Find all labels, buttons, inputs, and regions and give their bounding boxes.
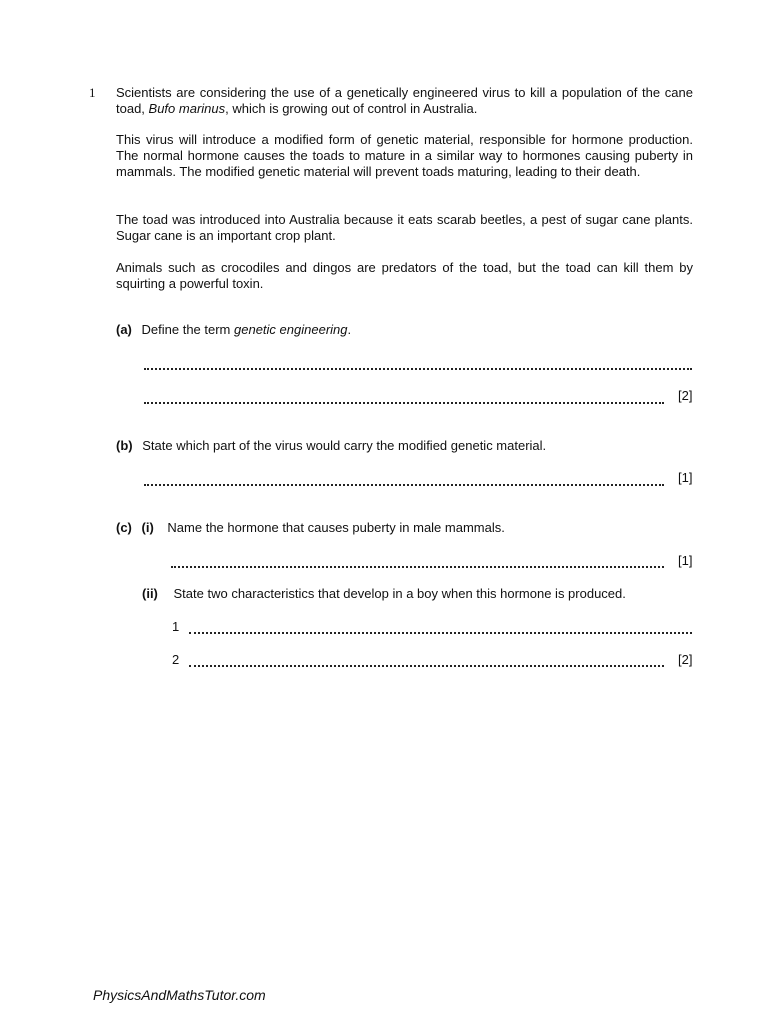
- intro-paragraph-1-start: Scientists are considering the use of a genetically engineered virus to kill a population of the cane toad,: [116, 85, 693, 116]
- part-c-ii-answer-number-2: 2: [172, 652, 180, 667]
- part-a-text: Define the term: [141, 322, 235, 337]
- part-c-ii-answer-line-2[interactable]: [189, 665, 664, 667]
- part-a-answer-line-2[interactable]: [144, 402, 664, 404]
- part-c-i-question: [116, 520, 505, 536]
- question-number: 1: [89, 85, 96, 100]
- footer-source: PhysicsAndMathsTutor.com: [93, 987, 266, 1003]
- part-c-ii-text: State two characteristics that develop in a boy when this hormone is produced.: [173, 586, 626, 601]
- part-a-marks: [2]: [678, 388, 693, 403]
- part-c-i-text: Name the hormone that causes puberty in male mammals.: [167, 520, 505, 535]
- part-b-question: [116, 438, 546, 454]
- part-b-text: State which part of the virus would carry the modified genetic material.: [142, 438, 547, 453]
- intro-paragraph-3: The toad was introduced into Australia because it eats scarab beetles, a pest of sugar cane plants. Sugar cane is an important crop plant.: [116, 212, 693, 243]
- intro-paragraph-2: This virus will introduce a modified form of genetic material, responsible for hormone production. The normal hormone causes the toads to mature in a similar way to hormones causing puberty in mammals. The modified genetic material will prevent toads maturing, leading to their death.: [116, 132, 693, 179]
- part-c-ii-marks: [2]: [678, 652, 693, 667]
- intro-paragraph-1-end: , which is growing out of control in Australia.: [225, 101, 478, 116]
- part-a-label: (a): [116, 322, 132, 337]
- part-b-answer-line[interactable]: [144, 484, 664, 486]
- intro-paragraph-4: Animals such as crocodiles and dingos are predators of the toad, but the toad can kill them by squirting a powerful toxin.: [116, 260, 693, 291]
- part-b-label: (b): [116, 438, 133, 453]
- part-c-i-label: (i): [141, 520, 154, 535]
- part-c-ii-label: (ii): [142, 586, 158, 601]
- part-c-ii-answer-number-1: 1: [172, 619, 180, 634]
- part-a-answer-line-1[interactable]: [144, 368, 692, 370]
- species-name: Bufo marinus: [148, 101, 226, 116]
- part-a-end: .: [347, 322, 352, 337]
- part-a-term: genetic engineering: [234, 322, 348, 337]
- part-c-label: (c): [116, 520, 132, 535]
- part-c-ii-question: [142, 586, 626, 602]
- part-c-i-marks: [1]: [678, 553, 693, 568]
- part-c-ii-answer-line-1[interactable]: [189, 632, 692, 634]
- part-c-i-answer-line[interactable]: [171, 566, 664, 568]
- part-b-marks: [1]: [678, 470, 693, 485]
- intro-paragraph-1: [116, 85, 693, 117]
- part-a-question: [116, 322, 351, 338]
